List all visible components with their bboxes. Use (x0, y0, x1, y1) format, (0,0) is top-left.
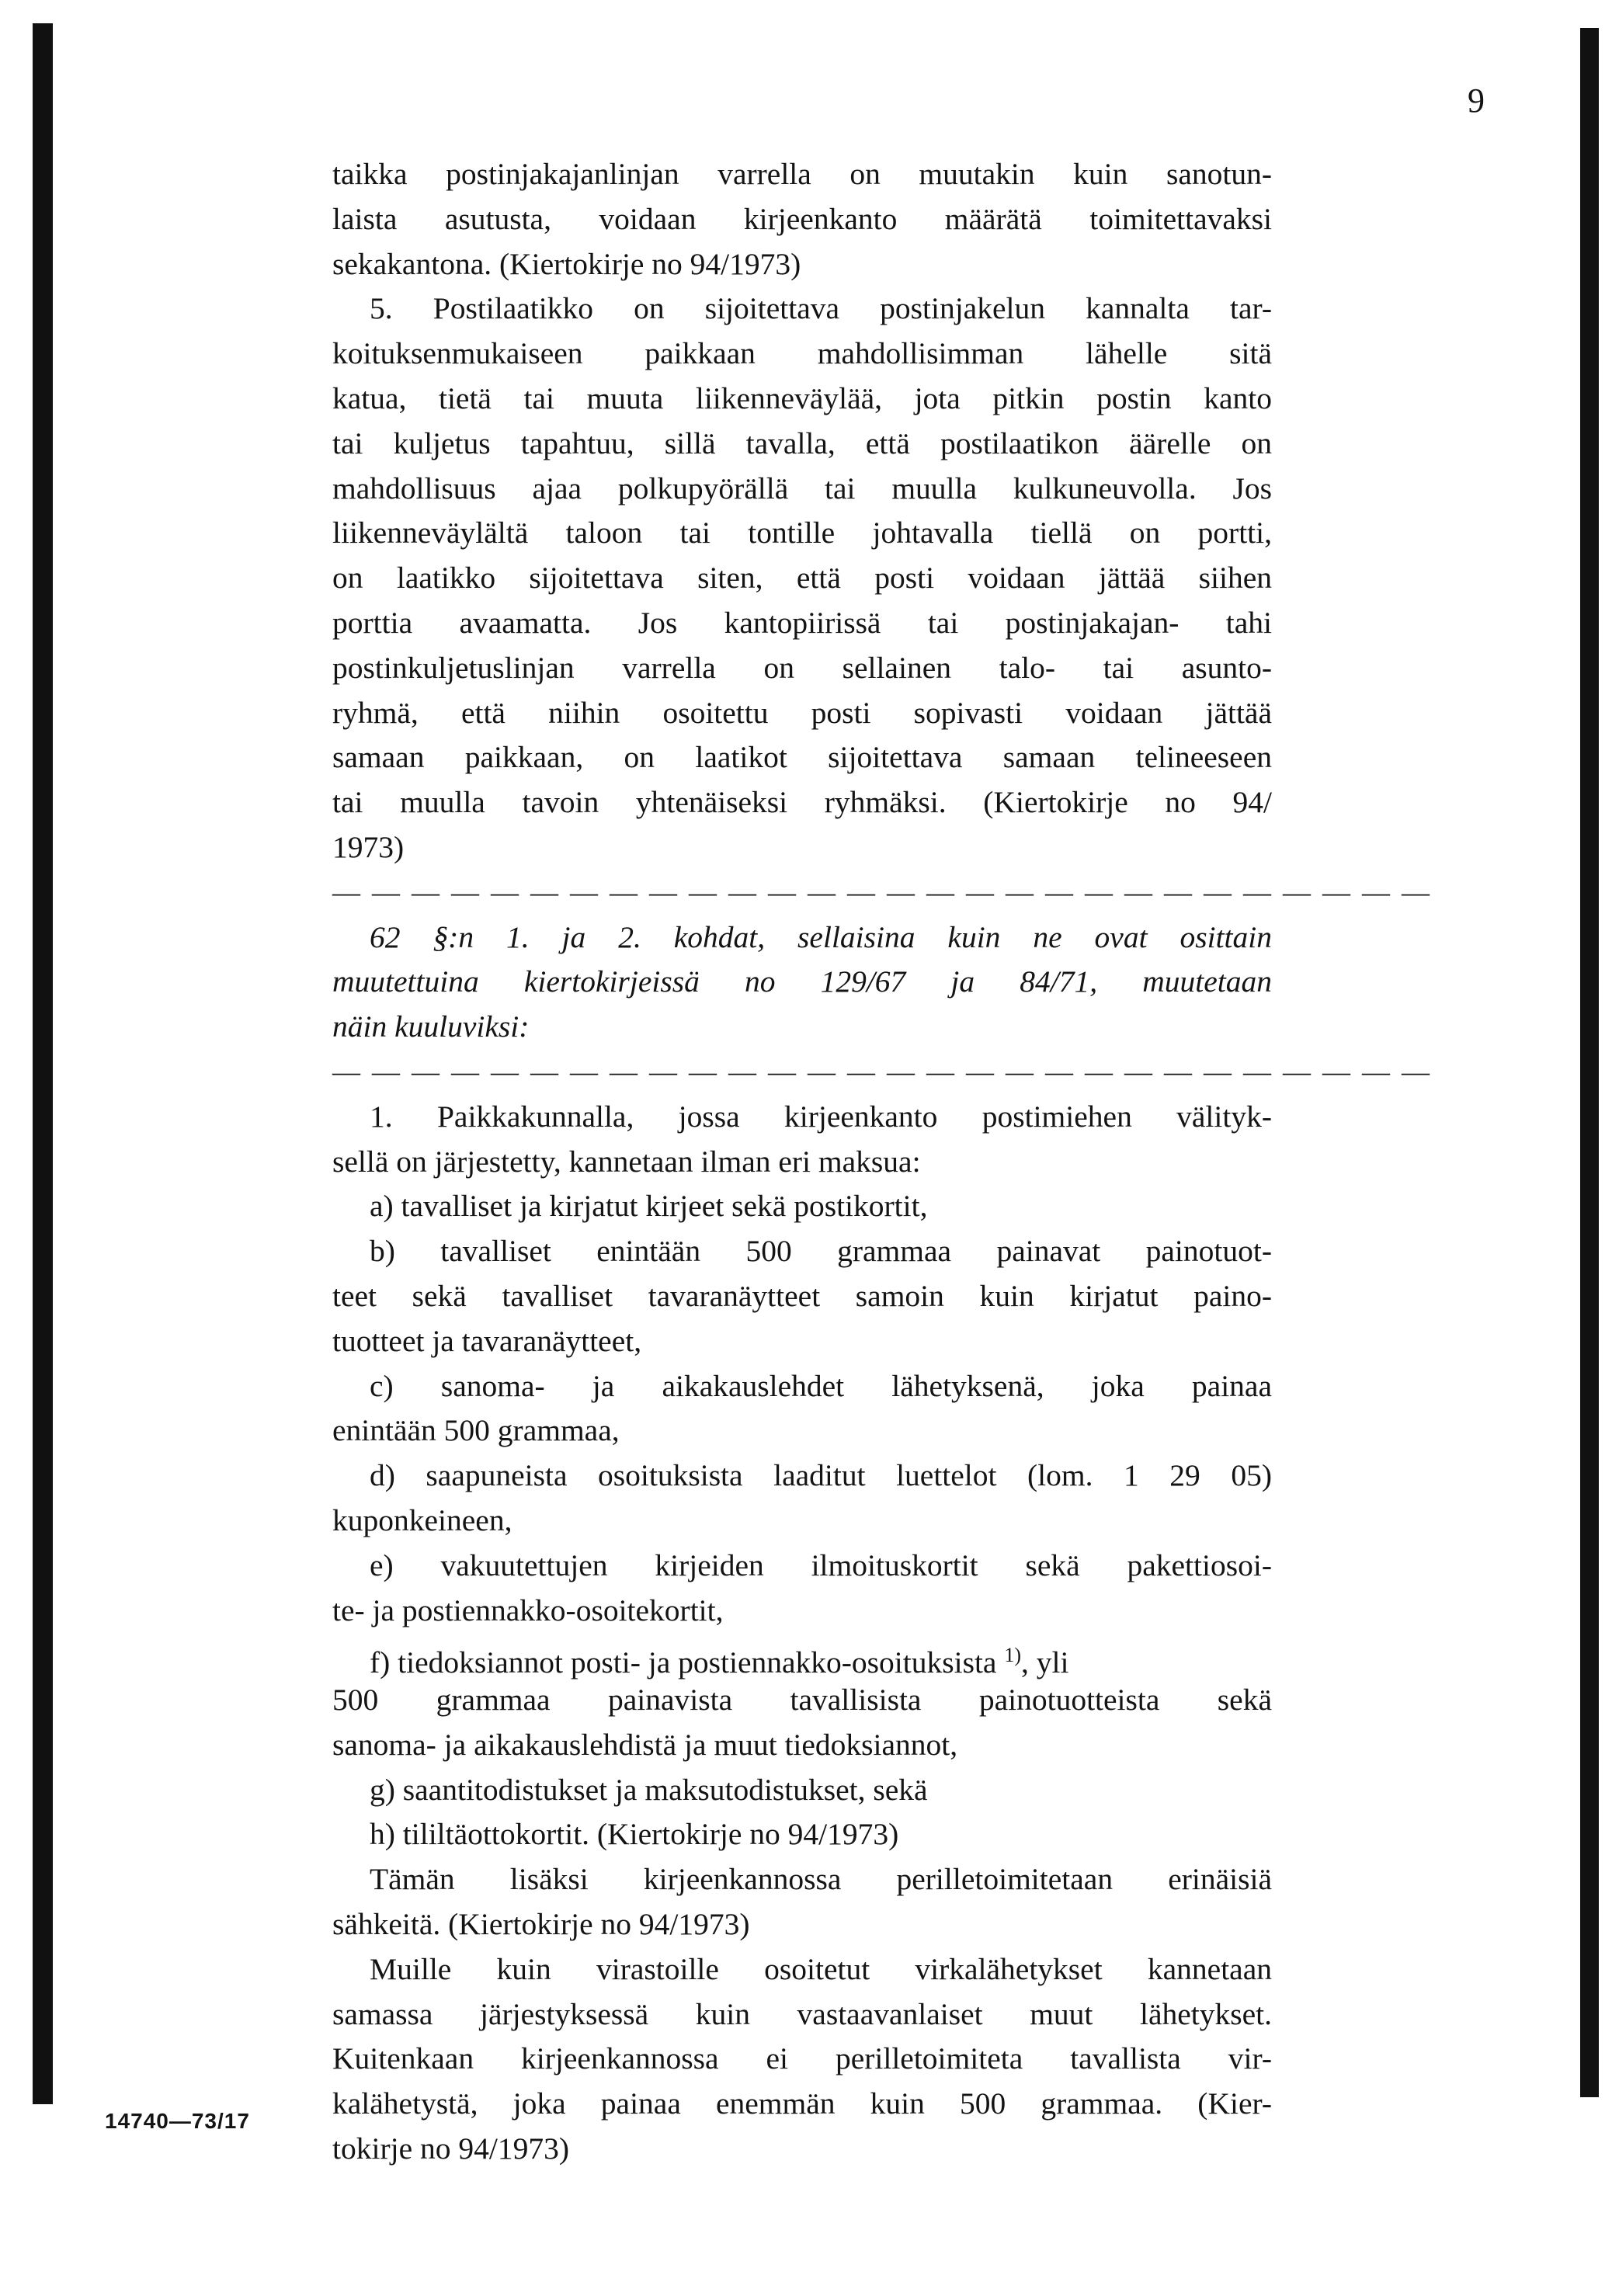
text-line: liikenneväylältä taloon tai tontille johtavalla tiellä on portti, (332, 516, 1272, 551)
text-line: Kuitenkaan kirjeenkannossa ei perilletoimiteta tavallista vir- (332, 2041, 1272, 2076)
list-item-b (332, 1229, 1272, 1363)
list-item-h (332, 1812, 1272, 1857)
text-line: 62 §:n 1. ja 2. kohdat, sellaisina kuin ne ovat osittain (370, 919, 1272, 954)
text-line: tai muulla tavoin yhtenäiseksi ryhmäksi. (Kiertokirje no 94/ (332, 785, 1272, 820)
text-line: a) tavalliset ja kirjatut kirjeet sekä postikortit, (370, 1189, 928, 1224)
text-line: sanoma- ja aikakauslehdistä ja muut tiedoksiannot, (332, 1727, 958, 1762)
text-line: sellä on järjestetty, kannetaan ilman eri maksua: (332, 1144, 921, 1179)
text-line: 1. Paikkakunnalla, jossa kirjeenkanto postimiehen välityk- (370, 1099, 1272, 1134)
text-line: c) sanoma- ja aikakauslehdet lähetyksenä, joka painaa (370, 1368, 1272, 1403)
text-line: tokirje no 94/1973) (332, 2131, 569, 2166)
amendment-heading (332, 915, 1272, 1050)
text-line: sekakantona. (Kiertokirje no 94/1973) (332, 246, 801, 281)
list-item-c (332, 1364, 1272, 1454)
text-line: postinkuljetuslinjan varrella on sellainen talo- tai asunto- (332, 650, 1272, 685)
text-line: 500 grammaa painavista tavallisista painotuotteista sekä (332, 1683, 1272, 1718)
text-line: e) vakuutettujen kirjeiden ilmoituskortit sekä pakettiosoi- (370, 1547, 1272, 1582)
scan-border-right (1580, 28, 1599, 2097)
text-line: 1973) (332, 829, 405, 864)
list-item-g (332, 1768, 1272, 1813)
text-line: samassa järjestyksessä kuin vastaavanlaiset muut lähetykset. (332, 1996, 1272, 2031)
text-line: h) tililtäottokortit. (Kiertokirje no 94/1973) (370, 1817, 899, 1852)
scan-border-left (33, 23, 53, 2104)
paragraph-item-1 (332, 1095, 1272, 1185)
list-item-a (332, 1184, 1272, 1229)
list-item-e (332, 1544, 1272, 1634)
text-line: koituksenmukaiseen paikkaan mahdollisimman lähelle sitä (332, 336, 1272, 371)
text-line: 5. Postilaatikko on sijoitettava postinjakelun kannalta tar- (370, 291, 1272, 326)
text-line: Tämän lisäksi kirjeenkannossa perilletoimitetaan erinäisiä (370, 1862, 1272, 1897)
printer-code: 14740—73/17 (105, 2109, 250, 2133)
text-line: porttia avaamatta. Jos kantopiirissä tai postinjakajan- tahi (332, 605, 1272, 640)
text-line: tuotteet ja tavaranäytteet, (332, 1323, 642, 1358)
text-line: katua, tietä tai muuta liikenneväylää, jota pitkin postin kanto (332, 380, 1272, 415)
text-line: kalähetystä, joka painaa enemmän kuin 500 grammaa. (Kier- (332, 2086, 1272, 2121)
text-line: ryhmä, että niihin osoitettu posti sopivasti voidaan jättää (332, 695, 1272, 730)
text-line: enintään 500 grammaa, (332, 1413, 620, 1448)
text-line: on laatikko sijoitettava siten, että posti voidaan jättää siihen (332, 561, 1272, 596)
paragraph-item-5 (332, 287, 1272, 870)
footnote-reference: 1) (1004, 1644, 1022, 1667)
text-line: teet sekä tavalliset tavaranäytteet samoin kuin kirjatut paino- (332, 1278, 1272, 1313)
dash-separator-top: — — — — — — — — — — — — — — — — — — — — — — — — — — — — (332, 876, 1432, 908)
text-line: d) saapuneista osoituksista laaditut luettelot (lom. 1 29 05) (370, 1458, 1272, 1493)
text-line: b) tavalliset enintään 500 grammaa painavat painotuot- (370, 1234, 1272, 1269)
text-line: te- ja postiennakko-osoitekortit, (332, 1593, 724, 1627)
text-line: sähkeitä. (Kiertokirje no 94/1973) (332, 1907, 750, 1942)
list-item-d (332, 1454, 1272, 1544)
paragraph-telegrams (332, 1857, 1272, 1947)
dash-separator-bottom: — — — — — — — — — — — — — — — — — — — — — — — — — — — — (332, 1055, 1432, 1087)
text-fragment: f) tiedoksiannot posti- ja postiennakko-osoituksista (370, 1645, 997, 1680)
text-line: samaan paikkaan, on laatikot sijoitettava samaan telineeseen (332, 740, 1272, 775)
list-item-f (332, 1633, 1272, 1767)
text-line: taikka postinjakajanlinjan varrella on muutakin kuin sanotun- (332, 157, 1272, 191)
text-line: mahdollisuus ajaa polkupyörällä tai muulla kulkuneuvolla. Jos (332, 471, 1272, 505)
paragraph-official-mail (332, 1947, 1272, 2172)
text-line: g) saantitodistukset ja maksutodistukset, sekä (370, 1772, 928, 1807)
text-column (332, 152, 1432, 2172)
text-fragment: , yli (1021, 1645, 1069, 1680)
text-line: kuponkeineen, (332, 1502, 512, 1537)
text-line (332, 1633, 1272, 1678)
text-line: muutettuina kiertokirjeissä no 129/67 ja 84/71, muutetaan (332, 964, 1272, 999)
text-line: näin kuuluviksi: (332, 1009, 530, 1044)
text-line: laista asutusta, voidaan kirjeenkanto määrätä toimitettavaksi (332, 201, 1272, 236)
text-line: Muille kuin virastoille osoitetut virkalähetykset kannetaan (370, 1951, 1272, 1986)
page-number: 9 (1468, 82, 1485, 120)
text-line: tai kuljetus tapahtuu, sillä tavalla, että postilaatikon äärelle on (332, 426, 1272, 460)
paragraph-continuation (332, 152, 1272, 287)
